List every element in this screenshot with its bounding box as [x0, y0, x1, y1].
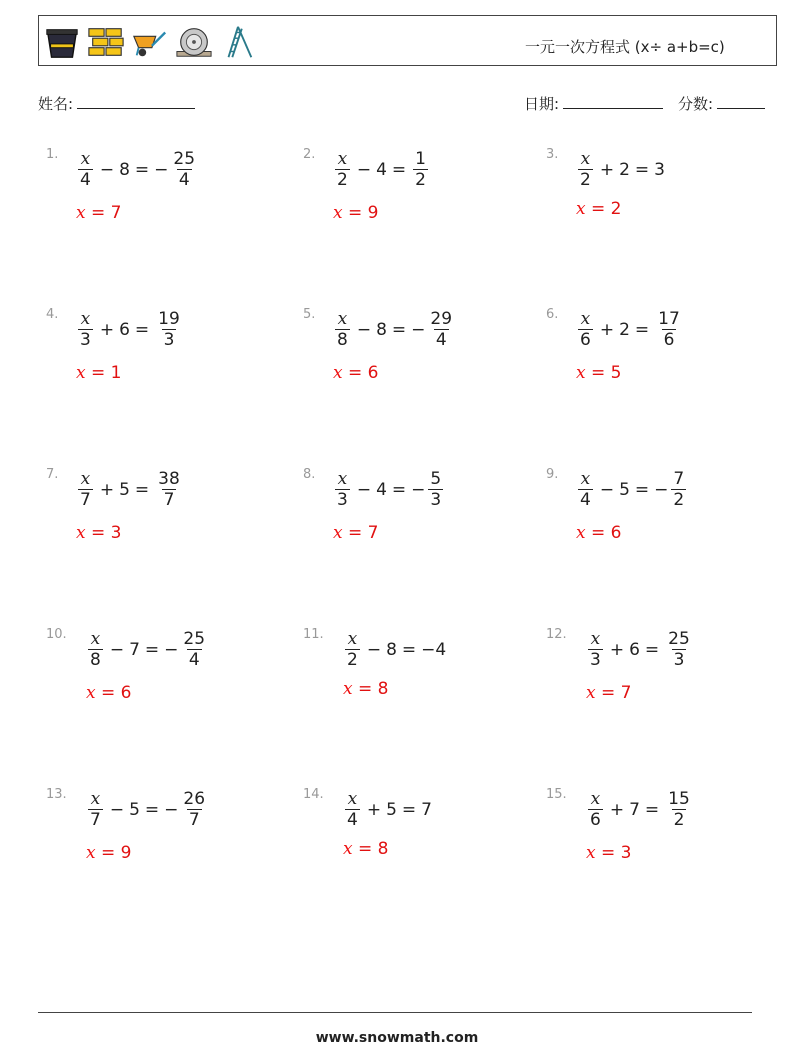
answer-value: 9: [120, 843, 132, 863]
header-icons: [43, 22, 257, 62]
answer-variable: x: [333, 363, 343, 383]
answer-value: 3: [110, 523, 122, 543]
equals-sign: =: [644, 639, 660, 660]
variable: x: [590, 789, 601, 809]
date-label: 日期:: [524, 95, 560, 113]
answer-equals: =: [85, 523, 111, 543]
variable-fraction: [578, 149, 593, 190]
rhs-denominator: 7: [163, 490, 175, 510]
answer-equals: =: [85, 203, 111, 223]
answer: [586, 683, 631, 703]
date-blank[interactable]: [563, 94, 663, 109]
name-label: 姓名:: [38, 95, 74, 113]
equation: [586, 789, 694, 830]
answer-variable: x: [586, 683, 596, 703]
variable: x: [580, 309, 591, 329]
rhs-sign: −: [411, 319, 426, 340]
problem-1: [46, 147, 286, 267]
wheelbarrow-icon: [131, 24, 169, 60]
operator: +: [599, 159, 615, 180]
answer-value: 7: [110, 203, 122, 223]
operator: −: [99, 159, 115, 180]
answer-variable: x: [343, 679, 353, 699]
operator: −: [356, 319, 372, 340]
problem-9: [546, 467, 786, 587]
equals-sign: =: [401, 799, 417, 820]
divisor: 3: [590, 650, 601, 670]
answer: [343, 679, 388, 699]
problem-12: [546, 627, 786, 747]
equation: [576, 149, 665, 190]
rhs-denominator: 2: [673, 810, 685, 830]
variable-fraction: [588, 789, 603, 830]
rhs-numerator: 25: [183, 629, 206, 649]
answer: [333, 523, 378, 543]
variable: x: [347, 629, 358, 649]
rhs-numerator: 15: [668, 789, 690, 809]
name-field: [38, 93, 195, 114]
answer-variable: x: [86, 843, 96, 863]
divisor: 4: [80, 170, 91, 190]
answer-value: 7: [367, 523, 379, 543]
equation: [86, 789, 209, 830]
rhs-value: 3: [654, 159, 665, 180]
divisor: 7: [90, 810, 101, 830]
answer-equals: =: [352, 839, 378, 859]
answer: [333, 363, 378, 383]
operator: −: [366, 639, 382, 660]
answer: [343, 839, 388, 859]
answer-equals: =: [85, 363, 111, 383]
equation: [333, 149, 430, 190]
operator: +: [99, 479, 115, 500]
operator: +: [366, 799, 382, 820]
rhs-denominator: 2: [673, 490, 685, 510]
variable-fraction: [78, 469, 93, 510]
answer-variable: x: [333, 203, 343, 223]
answer-equals: =: [585, 363, 611, 383]
variable-fraction: [345, 789, 360, 830]
divisor: 7: [80, 490, 91, 510]
problem-10: [46, 627, 286, 747]
rhs-fraction: [156, 469, 182, 510]
rhs-sign: −: [654, 479, 669, 500]
variable-fraction: [88, 629, 103, 670]
equation: [333, 469, 445, 510]
equals-sign: =: [144, 799, 160, 820]
constant: 4: [376, 479, 387, 500]
problem-number: 14.: [303, 787, 324, 802]
problem-number: 4.: [46, 307, 59, 322]
rhs-numerator: 17: [658, 309, 680, 329]
rhs-fraction: [666, 629, 692, 670]
rhs-value: 7: [421, 799, 432, 820]
problem-number: 9.: [546, 467, 559, 482]
problem-number: 7.: [46, 467, 59, 482]
constant: 5: [129, 799, 140, 820]
rhs-numerator: 19: [158, 309, 180, 329]
divisor: 8: [337, 330, 348, 350]
score-field: [678, 93, 765, 114]
bucket-icon: [43, 24, 81, 60]
operator: +: [609, 639, 625, 660]
variable: x: [580, 149, 591, 169]
answer: [576, 363, 621, 383]
equals-sign: =: [401, 639, 417, 660]
equals-sign: =: [634, 479, 650, 500]
rhs-denominator: 4: [178, 170, 190, 190]
answer-equals: =: [342, 523, 368, 543]
brick-wall-icon: [87, 24, 125, 60]
answer-value: 9: [367, 203, 379, 223]
problem-8: [303, 467, 543, 587]
rhs-fraction: [666, 789, 692, 830]
answer-variable: x: [343, 839, 353, 859]
rhs-fraction: [156, 309, 182, 350]
ladder-icon: [219, 24, 257, 60]
rhs-denominator: 3: [430, 490, 442, 510]
divisor: 2: [580, 170, 591, 190]
rhs-fraction: [656, 309, 682, 350]
rhs-fraction: [181, 629, 207, 670]
date-field: [524, 93, 663, 114]
constant: 6: [119, 319, 130, 340]
rhs-numerator: 25: [668, 629, 690, 649]
constant: 8: [386, 639, 397, 660]
rhs-fraction: [428, 309, 454, 350]
equation: [586, 629, 694, 670]
answer-variable: x: [576, 199, 586, 219]
variable: x: [347, 789, 358, 809]
problem-number: 1.: [46, 147, 59, 162]
variable: x: [590, 629, 601, 649]
equals-sign: =: [391, 319, 407, 340]
equation: [333, 309, 456, 350]
problem-number: 13.: [46, 787, 67, 802]
answer-equals: =: [342, 203, 368, 223]
variable-fraction: [78, 149, 93, 190]
answer-variable: x: [576, 523, 586, 543]
problem-4: [46, 307, 286, 427]
page-title: 一元一次方程式 (x÷ a+b=c): [525, 38, 725, 56]
variable-fraction: [578, 309, 593, 350]
problem-number: 8.: [303, 467, 316, 482]
variable: x: [80, 149, 91, 169]
problem-number: 11.: [303, 627, 324, 642]
rhs-denominator: 4: [435, 330, 447, 350]
operator: −: [356, 479, 372, 500]
saw-blade-icon: [175, 24, 213, 60]
operator: +: [609, 799, 625, 820]
constant: 8: [119, 159, 130, 180]
variable: x: [337, 469, 348, 489]
problem-6: [546, 307, 786, 427]
constant: 7: [129, 639, 140, 660]
divisor: 6: [580, 330, 591, 350]
answer-value: 3: [620, 843, 632, 863]
divisor: 2: [347, 650, 358, 670]
rhs-denominator: 3: [673, 650, 685, 670]
equals-sign: =: [134, 319, 150, 340]
rhs-numerator: 5: [430, 469, 442, 489]
answer-variable: x: [86, 683, 96, 703]
equation: [343, 789, 432, 830]
rhs-numerator: 7: [673, 469, 685, 489]
divisor: 4: [580, 490, 591, 510]
variable: x: [580, 469, 591, 489]
operator: −: [599, 479, 615, 500]
answer-equals: =: [595, 843, 621, 863]
constant: 8: [376, 319, 387, 340]
operator: −: [356, 159, 372, 180]
answer: [586, 843, 631, 863]
problem-number: 2.: [303, 147, 316, 162]
problem-5: [303, 307, 543, 427]
problem-14: [303, 787, 543, 907]
constant: 5: [619, 479, 630, 500]
rhs-fraction: [428, 469, 443, 510]
problem-3: [546, 147, 786, 267]
score-label: 分数:: [678, 95, 714, 113]
variable-fraction: [335, 309, 350, 350]
problem-number: 6.: [546, 307, 559, 322]
answer-value: 6: [367, 363, 379, 383]
divisor: 8: [90, 650, 101, 670]
problem-13: [46, 787, 286, 907]
rhs-fraction: [181, 789, 207, 830]
equals-sign: =: [134, 479, 150, 500]
problem-15: [546, 787, 786, 907]
answer: [76, 363, 121, 383]
equation: [76, 469, 184, 510]
equation: [576, 309, 684, 350]
problem-number: 12.: [546, 627, 567, 642]
answer-equals: =: [585, 199, 611, 219]
variable: x: [337, 149, 348, 169]
answer-value: 1: [110, 363, 122, 383]
answer-value: 6: [610, 523, 622, 543]
rhs-numerator: 25: [173, 149, 196, 169]
problem-7: [46, 467, 286, 587]
answer-equals: =: [352, 679, 378, 699]
variable-fraction: [588, 629, 603, 670]
operator: +: [99, 319, 115, 340]
variable: x: [90, 629, 101, 649]
answer-value: 8: [377, 679, 389, 699]
equation: [343, 629, 446, 670]
problem-number: 10.: [46, 627, 67, 642]
rhs-sign: −: [164, 639, 179, 660]
operator: −: [109, 799, 125, 820]
answer-equals: =: [342, 363, 368, 383]
answer-variable: x: [586, 843, 596, 863]
variable-fraction: [345, 629, 360, 670]
rhs-fraction: [413, 149, 428, 190]
answer: [76, 203, 121, 223]
answer-value: 2: [610, 199, 622, 219]
answer-variable: x: [576, 363, 586, 383]
equals-sign: =: [391, 159, 407, 180]
answer-equals: =: [595, 683, 621, 703]
constant: 5: [386, 799, 397, 820]
operator: +: [599, 319, 615, 340]
variable: x: [90, 789, 101, 809]
rhs-sign: −: [411, 479, 426, 500]
name-blank[interactable]: [77, 94, 195, 109]
equals-sign: =: [644, 799, 660, 820]
answer-equals: =: [95, 843, 121, 863]
answer: [76, 523, 121, 543]
rhs-fraction: [671, 469, 686, 510]
constant: 7: [629, 799, 640, 820]
problem-2: [303, 147, 543, 267]
problem-11: [303, 627, 543, 747]
rhs-denominator: 2: [415, 170, 426, 190]
variable-fraction: [335, 149, 350, 190]
answer-variable: x: [76, 523, 86, 543]
problem-number: 3.: [546, 147, 559, 162]
equation: [76, 309, 184, 350]
constant: 2: [619, 159, 630, 180]
constant: 2: [619, 319, 630, 340]
answer: [576, 199, 621, 219]
answer: [86, 843, 131, 863]
answer-variable: x: [76, 203, 86, 223]
rhs-numerator: 1: [415, 149, 426, 169]
variable: x: [80, 469, 91, 489]
answer-value: 8: [377, 839, 389, 859]
rhs-sign: −: [154, 159, 169, 180]
answer-value: 5: [610, 363, 622, 383]
answer: [576, 523, 621, 543]
equals-sign: =: [391, 479, 407, 500]
variable: x: [337, 309, 348, 329]
variable: x: [80, 309, 91, 329]
equals-sign: =: [134, 159, 150, 180]
divisor: 6: [590, 810, 601, 830]
rhs-numerator: 29: [430, 309, 453, 329]
answer-value: 6: [120, 683, 132, 703]
equals-sign: =: [634, 159, 650, 180]
constant: 5: [119, 479, 130, 500]
equals-sign: =: [634, 319, 650, 340]
equation: [86, 629, 209, 670]
answer-equals: =: [585, 523, 611, 543]
rhs-sign: −: [164, 799, 179, 820]
rhs-numerator: 26: [183, 789, 206, 809]
equation: [576, 469, 688, 510]
problem-number: 5.: [303, 307, 316, 322]
score-blank[interactable]: [717, 94, 765, 109]
constant: 6: [629, 639, 640, 660]
footer-divider: [38, 1012, 752, 1013]
equation: [76, 149, 199, 190]
rhs-fraction: [171, 149, 197, 190]
equals-sign: =: [144, 639, 160, 660]
answer: [333, 203, 378, 223]
divisor: 4: [347, 810, 358, 830]
rhs-denominator: 6: [663, 330, 675, 350]
problem-number: 15.: [546, 787, 567, 802]
answer-value: 7: [620, 683, 632, 703]
worksheet-header: [38, 15, 777, 66]
constant: 4: [376, 159, 387, 180]
answer-equals: =: [95, 683, 121, 703]
rhs-numerator: 38: [158, 469, 180, 489]
answer: [86, 683, 131, 703]
divisor: 3: [80, 330, 91, 350]
variable-fraction: [578, 469, 593, 510]
variable-fraction: [335, 469, 350, 510]
operator: −: [109, 639, 125, 660]
variable-fraction: [78, 309, 93, 350]
answer-variable: x: [333, 523, 343, 543]
rhs-denominator: 3: [163, 330, 175, 350]
divisor: 3: [337, 490, 348, 510]
variable-fraction: [88, 789, 103, 830]
footer-url: www.snowmath.com: [315, 1030, 479, 1046]
answer-variable: x: [76, 363, 86, 383]
rhs-denominator: 4: [188, 650, 200, 670]
divisor: 2: [337, 170, 348, 190]
rhs-denominator: 7: [188, 810, 200, 830]
rhs-value: −4: [421, 639, 447, 660]
